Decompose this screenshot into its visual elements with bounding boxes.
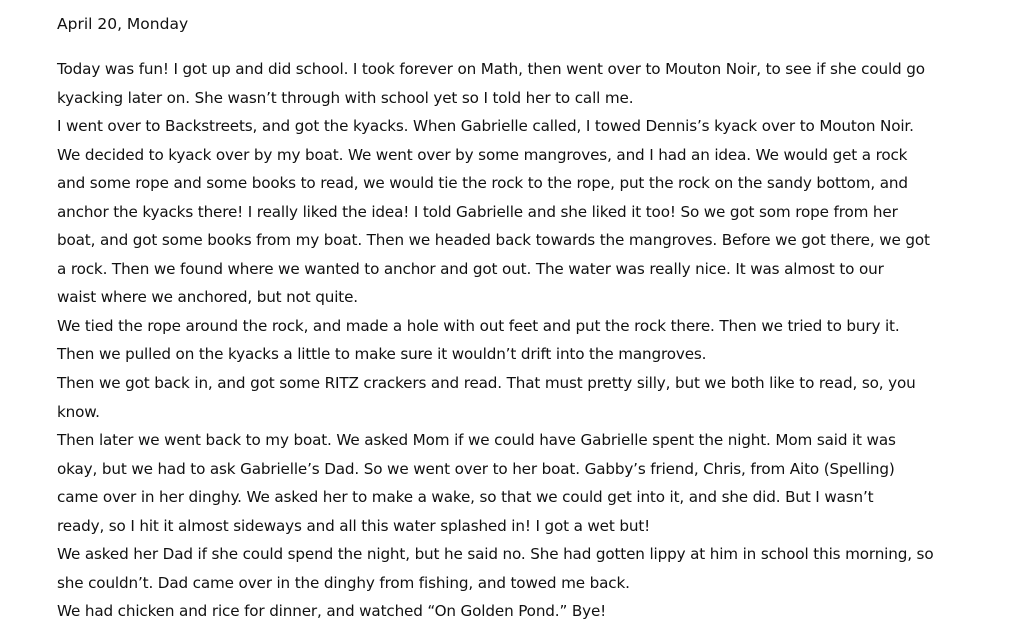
entry-line: came over in her dinghy. We asked her to make a wake, so that we could get into it, and she did. But I wasn’t	[57, 488, 874, 507]
entry-line: Today was fun! I got up and did school. I took forever on Math, then went over to Mouton Noir, to see if she could go	[57, 60, 925, 78]
entry-line: a rock. Then we found where we wanted to anchor and got out. The water was really nice. It was almost to our	[57, 259, 884, 278]
entry-line: Then we got back in, and got some RITZ crackers and read. That must pretty silly, but we both like to read, so, you	[57, 374, 916, 393]
entry-line: Then we pulled on the kyacks a little to make sure it wouldn’t drift into the mangroves.	[57, 345, 707, 364]
entry-line: waist where we anchored, but not quite.	[57, 288, 358, 307]
entry-line: she couldn’t. Dad came over in the dinghy from fishing, and towed me back.	[57, 573, 630, 592]
entry-line: I went over to Backstreets, and got the kyacks. When Gabrielle called, I towed Dennis’s kyack over to Mouton Noir.	[57, 117, 914, 136]
entry-line: Then later we went back to my boat. We asked Mom if we could have Gabrielle spent the night. Mom said it was	[57, 431, 896, 450]
entry-line: We decided to kyack over by my boat. We went over by some mangroves, and I had an idea. We would get a rock	[57, 145, 908, 164]
entry-line: anchor the kyacks there! I really liked the idea! I told Gabrielle and she liked it too! So we got som rope from her	[57, 202, 898, 221]
entry-date: April 20, Monday	[57, 15, 189, 33]
entry-line: boat, and got some books from my boat. Then we headed back towards the mangroves. Before we got there, we got	[57, 231, 930, 250]
entry-line: kyacking later on. She wasn’t through with school yet so I told her to call me.	[57, 88, 634, 107]
entry-line: We tied the rope around the rock, and made a hole with out feet and put the rock there. Then we tried to bury it.	[57, 316, 900, 335]
entry-line: okay, but we had to ask Gabrielle’s Dad. So we went over to her boat. Gabby’s friend, Chris, from Aito (Spelling)	[57, 459, 895, 478]
entry-line: know.	[57, 402, 100, 421]
entry-line: We had chicken and rice for dinner, and watched “On Golden Pond.” Bye!	[57, 602, 607, 621]
entry-line: and some rope and some books to read, we would tie the rock to the rope, put the rock on the sandy bottom, and	[57, 174, 908, 193]
entry-body	[57, 55, 1002, 626]
entry-line: ready, so I hit it almost sideways and all this water splashed in! I got a wet but!	[57, 516, 651, 535]
entry-line: We asked her Dad if she could spend the night, but he said no. She had gotten lippy at him in school this morning, so	[57, 545, 934, 564]
